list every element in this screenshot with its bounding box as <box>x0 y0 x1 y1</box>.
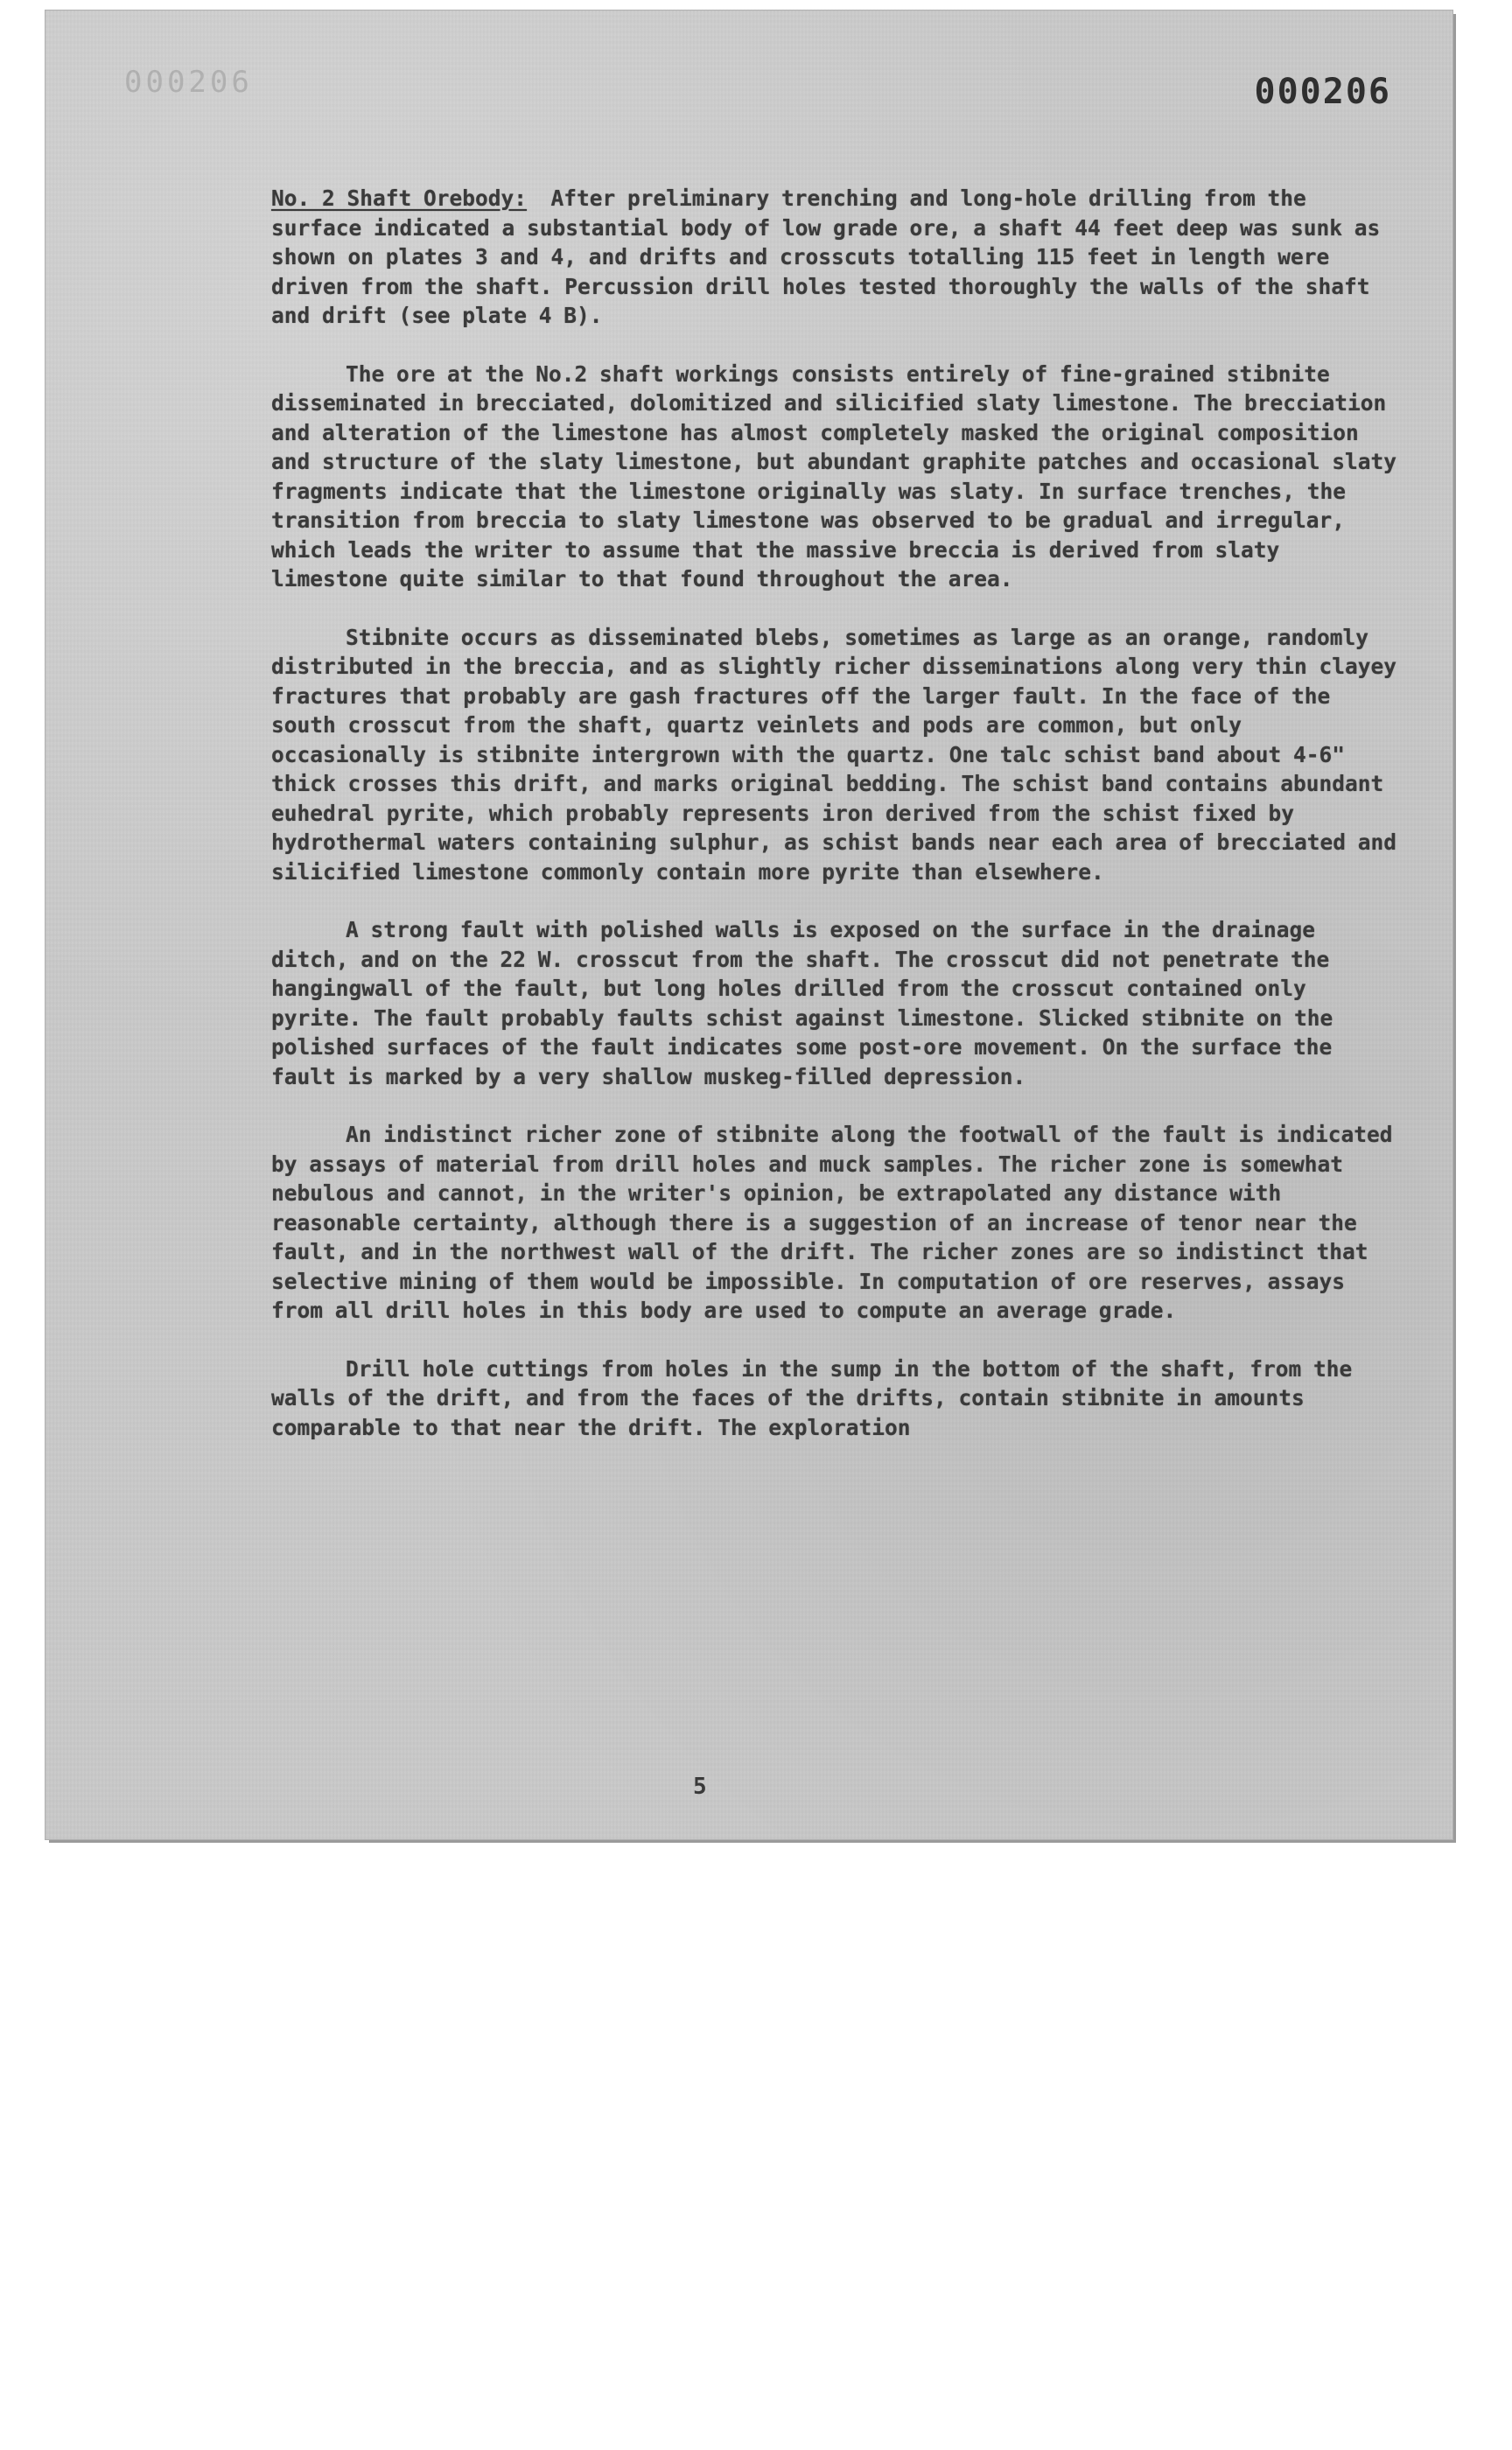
faint-stamp: 000206 <box>124 65 253 100</box>
paragraph-1-text: After preliminary trenching and long-hole drilling from the surface indicated a substantial body of low grade ore, a shaft 44 feet deep was sunk as shown on plates 3 and 4, and drifts and crosscuts totalling 115 feet in length were driven from the shaft. Percussion drill holes tested thoroughly the walls of the shaft and drift (see plate 4 B). <box>271 186 1381 328</box>
section-heading: No. 2 Shaft Orebody: <box>271 186 528 211</box>
paragraph-4: A strong fault with polished walls is exposed on the surface in the drainage ditch, and on the 22 W. crosscut from the shaft. The crosscut did not penetrate the hangingwall of the fault, but long holes drilled from the crosscut contained only pyrite. The fault probably faults schist against limestone. Slicked stibnite on the polished surfaces of the fault indicates some post-ore movement. On the surface the fault is marked by a very shallow muskeg-filled depression. <box>271 917 1334 1089</box>
paragraph-5: An indistinct richer zone of stibnite along the footwall of the fault is indicated by assays of material from drill holes and muck samples. The richer zone is somewhat nebulous and cannot, in the writer's opinion, be extrapolated any distance with reasonable certainty, although there is a suggestion of an increase of tenor near the fault, and in the northwest wall of the drift. The richer zones are so indistinct that selective mining of them would be impossible. In computation of ore reserves, assays from all drill holes in this body are used to compute an average grade. <box>271 1122 1393 1323</box>
document-number-stamp: 000206 <box>1254 72 1391 112</box>
scanned-page <box>46 10 1452 1839</box>
paragraph-2: The ore at the No.2 shaft workings consists entirely of fine-grained stibnite disseminated in brecciated, dolomitized and silicified slaty limestone. The brecciation and alteration of the limestone has almost completely masked the original composition and structure of the slaty limestone, but abundant graphite patches and occasional slaty fragments indicate that the limestone originally was slaty. In surface trenches, the transition from breccia to slaty limestone was observed to be gradual and irregular, which leads the writer to assume that the massive breccia is derived from slaty limestone quite similar to that found throughout the area. <box>271 360 1397 592</box>
page-number: 5 <box>693 1774 707 1800</box>
document-body <box>271 184 1400 1471</box>
paragraph-3: Stibnite occurs as disseminated blebs, sometimes as large as an orange, randomly distributed in the breccia, and as slightly richer disseminations along very thin clayey fractures that probably are gash fractures off the larger fault. In the face of the south crosscut from the shaft, quartz veinlets and pods are common, but only occasionally is stibnite intergrown with the quartz. One talc schist band about 4-6" thick crosses this drift, and marks original bedding. The schist band contains abundant euhedral pyrite, which probably represents iron derived from the schist fixed by hydrothermal waters containing sulphur, as schist bands near each area of brecciated and silicified limestone commonly contain more pyrite than elsewhere. <box>271 624 1397 885</box>
paragraph-1 <box>271 184 1400 331</box>
paragraph-6: Drill hole cuttings from holes in the sump in the bottom of the shaft, from the walls of the drift, and from the faces of the drifts, contain stibnite in amounts comparable to that near the drift. The exploration <box>271 1355 1353 1440</box>
